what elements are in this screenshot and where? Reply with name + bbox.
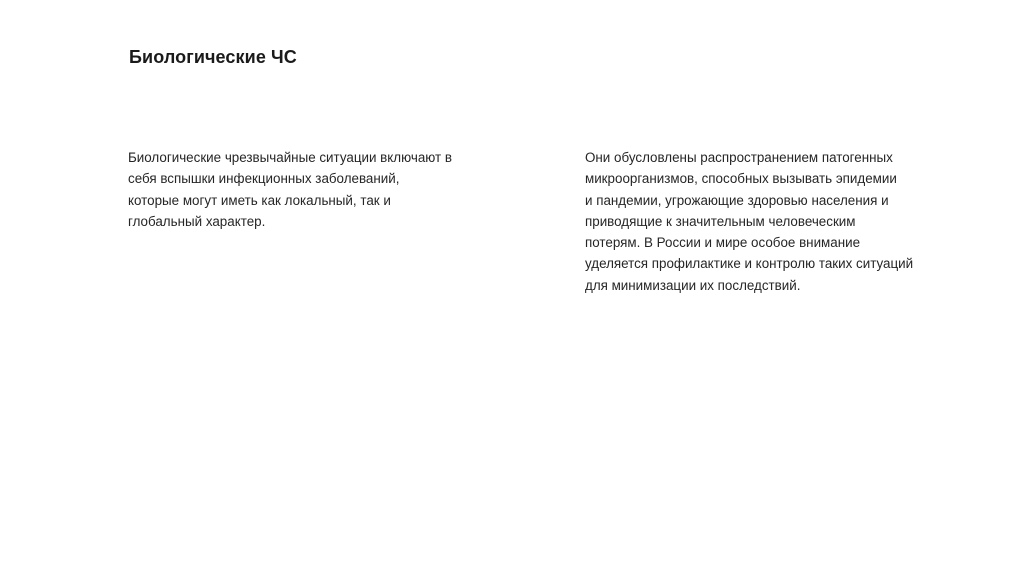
- right-paragraph-line: Они обусловлены распространением патогенных: [585, 150, 893, 165]
- right-paragraph: [585, 147, 930, 296]
- right-paragraph-line: приводящие к значительным человеческим: [585, 213, 856, 229]
- right-paragraph-line: уделяется профилактике и контролю таких ситуаций: [585, 256, 914, 272]
- left-paragraph-line: Биологические чрезвычайные ситуации включают в: [128, 150, 452, 165]
- right-paragraph-line: и пандемии, угрожающие здоровью населения и: [585, 192, 889, 208]
- left-paragraph-line: которые могут иметь как локальный, так и: [128, 192, 391, 208]
- left-paragraph-line: глобальный характер.: [128, 213, 266, 229]
- right-paragraph-line: микроорганизмов, способных вызывать эпидемии: [585, 171, 897, 187]
- slide-title: Биологические ЧС: [129, 47, 297, 67]
- left-paragraph: [128, 147, 473, 232]
- right-paragraph-line: для минимизации их последствий.: [585, 277, 801, 293]
- right-paragraph-line: потерям. В России и мире особое внимание: [585, 235, 861, 251]
- left-paragraph-line: себя вспышки инфекционных заболеваний,: [128, 171, 400, 187]
